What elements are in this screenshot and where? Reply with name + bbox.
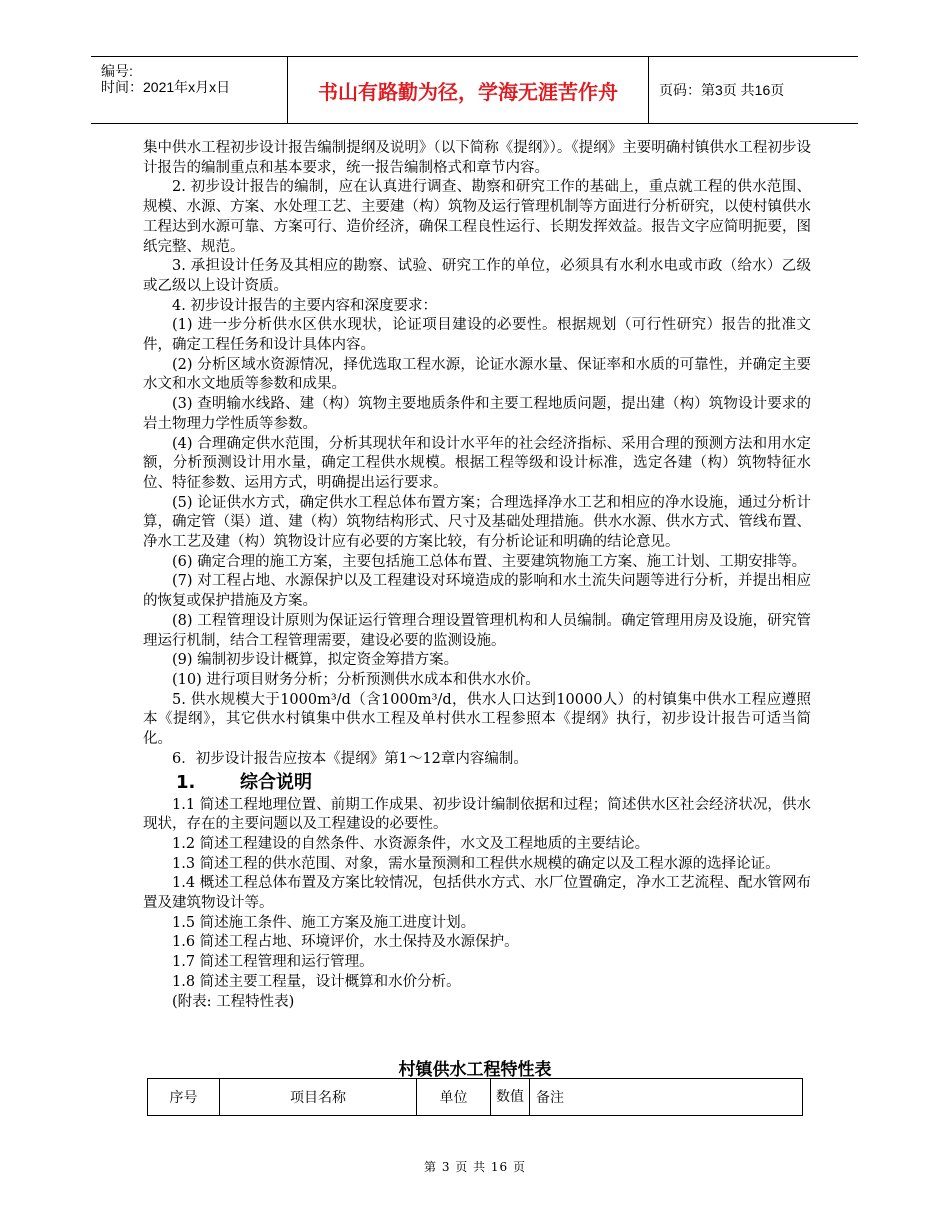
- table-header-cell: 单位: [417, 1079, 491, 1116]
- body-paragraph: 4. 初步设计报告的主要内容和深度要求：: [172, 297, 437, 314]
- body-paragraph: (10) 进行项目财务分析；分析预测供水成本和供水水价。: [172, 671, 540, 688]
- intro-paragraphs: [143, 139, 811, 770]
- table-header-cell: 项目名称: [220, 1079, 417, 1116]
- section-heading: [176, 770, 811, 796]
- page-header: [91, 56, 858, 124]
- section-item: 1.3 简述工程的供水范围、对象，需水量预测和工程供水规模的确定以及工程水源的选择论证。: [172, 855, 780, 872]
- body-paragraph: 5. 供水规模大于1000m³/d（含1000m³/d，供水人口达到10000人）的村镇集中供水工程应遵照本《提纲》，其它供水村镇集中供水工程及单村供水工程参照本《提纲》执行，初步设计报告可适当简化。: [143, 691, 811, 748]
- body-paragraph: (4) 合理确定供水范围，分析其现状年和设计水平年的社会经济指标、采用合理的预测方法和用水定额，分析预测设计用水量，确定工程供水规模。根据工程等级和设计标准，选定各建（构）筑物特征水位、特征参数、运用方式，明确提出运行要求。: [143, 435, 811, 491]
- table-header-row: [148, 1079, 803, 1116]
- body-paragraph: (9) 编制初步设计概算，拟定资金筹措方案。: [172, 652, 459, 669]
- body-paragraph: (7) 对工程占地、水源保护以及工程建设对环境造成的影响和水土流失问题等进行分析，并提出相应的恢复或保护措施及方案。: [143, 573, 811, 610]
- section-item: 1.2 简述工程建设的自然条件、水资源条件，水文及工程地质的主要结论。: [172, 835, 650, 852]
- document-time: 时间：2021年x月x日: [101, 79, 231, 95]
- section-title: 综合说明: [240, 771, 312, 793]
- header-page-info: 页码：第3页 共16页: [659, 82, 785, 98]
- section-item: 1.6 简述工程占地、环境评价，水土保持及水源保护。: [172, 934, 519, 951]
- table-title: 村镇供水工程特性表: [398, 1060, 552, 1080]
- spec-table: [147, 1078, 803, 1116]
- section-item: 1.8 简述主要工程量，设计概算和水价分析。: [172, 973, 461, 990]
- section-item: 1.7 简述工程管理和运行管理。: [172, 954, 374, 971]
- section-item: (附表: 工程特性表): [172, 993, 295, 1010]
- section-item: 1.4 概述工程总体布置及方案比较情况，包括供水方式、水厂位置确定，净水工艺流程、配水管网布置及建筑物设计等。: [143, 875, 811, 912]
- body-paragraph: (8) 工程管理设计原则为保证运行管理合理设置管理机构和人员编制。确定管理用房及设施，研究管理运行机制，结合工程管理需要，建设必要的监测设施。: [143, 612, 811, 649]
- table-header-cell: 备注: [530, 1079, 803, 1116]
- body-paragraph: (1) 进一步分析供水区供水现状，论证项目建设的必要性。根据规划（可行性研究）报告的批准文件，确定工程任务和设计具体内容。: [143, 317, 811, 354]
- header-motto: 书山有路勤为径，学海无涯苦作舟: [287, 57, 649, 123]
- body-paragraph: (5) 论证供水方式，确定供水工程总体布置方案；合理选择净水工艺和相应的净水设施，通过分析计算，确定管（渠）道、建（构）筑物结构形式、尺寸及基础处理措施。供水水源、供水方式、管线布置、净水工艺及建（构）筑物设计应有必要的方案比较，有分析论证和明确的结论意见。: [143, 494, 811, 551]
- section-item: 1.1 简述工程地理位置、前期工作成果、初步设计编制依据和过程；简述供水区社会经济状况，供水现状，存在的主要问题以及工程建设的必要性。: [143, 796, 811, 833]
- header-meta: [101, 63, 230, 95]
- page-footer: 第 3 页 共 16 页: [424, 1160, 526, 1174]
- body-paragraph: 3. 承担设计任务及其相应的勘察、试验、研究工作的单位，必须具有水利水电或市政（给水）乙级或乙级以上设计资质。: [143, 258, 811, 294]
- body-paragraph: 6．初步设计报告应按本《提纲》第1～12章内容编制。: [172, 750, 528, 767]
- section-items: [143, 796, 811, 1013]
- section-number: 1.: [176, 771, 196, 793]
- body-paragraph: (3) 查明输水线路、建（构）筑物主要地质条件和主要工程地质问题，提出建（构）筑物设计要求的岩土物理力学性质等参数。: [143, 396, 811, 432]
- body-paragraph: 2. 初步设计报告的编制，应在认真进行调查、勘察和研究工作的基础上，重点就工程的供水范围、规模、水源、方案、水处理工艺、主要建（构）筑物及运行管理机制等方面进行分析研究，以使村镇供水工程达到水源可靠、方案可行、造价经济，确保工程良性运行、长期发挥效益。报告文字应简明扼要，图纸完整、规范。: [143, 179, 811, 255]
- table-header-cell: 序号: [148, 1079, 220, 1116]
- body-paragraph: (2) 分析区域水资源情况，择优选取工程水源，论证水源水量、保证率和水质的可靠性，并确定主要水文和水文地质等参数和成果。: [143, 356, 811, 393]
- body-paragraph: (6) 确定合理的施工方案，主要包括施工总体布置、主要建筑物施工方案、施工计划、工期安排等。: [172, 553, 807, 570]
- section-item: 1.5 简述施工条件、施工方案及施工进度计划。: [172, 914, 476, 931]
- document-number-label: 编号:: [101, 63, 133, 79]
- table-header-cell: 数值: [491, 1079, 530, 1116]
- document-body: [143, 139, 811, 1012]
- body-paragraph: 集中供水工程初步设计报告编制提纲及说明》（以下简称《提纲》）。《提纲》主要明确村镇供水工程初步设计报告的编制重点和基本要求，统一报告编制格式和章节内容。: [143, 140, 811, 176]
